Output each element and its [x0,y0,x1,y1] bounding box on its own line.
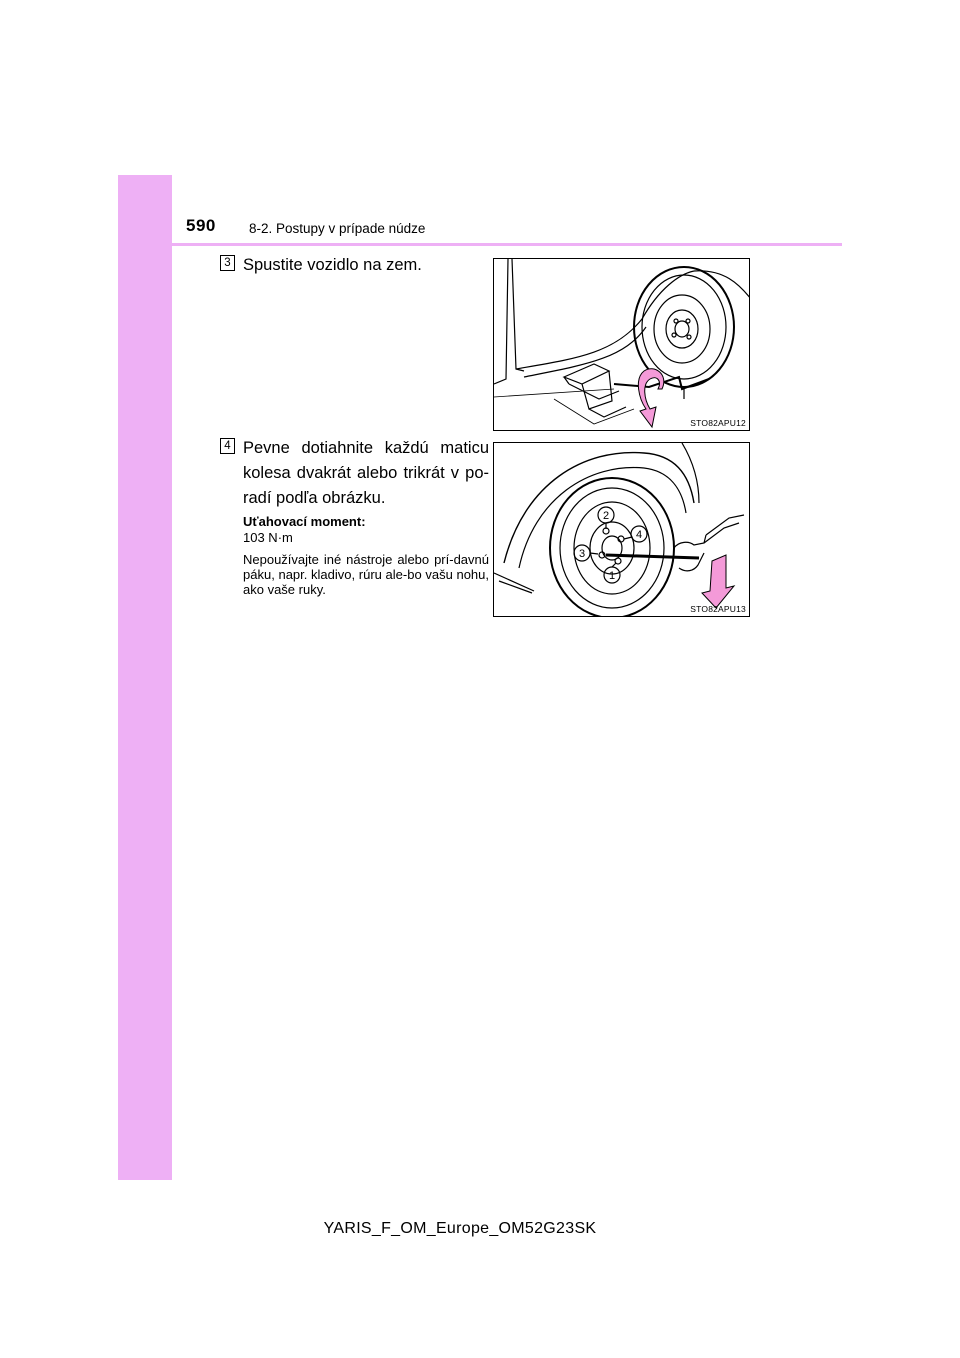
step-3-badge: 3 [220,255,235,271]
figure-tighten-nuts [493,442,750,617]
step-3-text: Spustite vozidlo na zem. [243,256,422,274]
figure-lower-vehicle [493,258,750,431]
torque-heading: Uťahovací moment: [243,514,366,529]
rotation-arrow-icon [638,369,663,427]
step-4-text: Pevne dotiahnite každú maticu kolesa dvakrát alebo trikrát v po-radí podľa obrázku. [243,439,489,507]
torque-value: 103 N·m [243,530,293,545]
page-number: 590 [186,216,216,235]
downward-arrow-icon [702,555,734,608]
callout-2: 2 [602,510,610,522]
step-4-badge: 4 [220,438,235,454]
callout-1: 1 [608,570,616,582]
header-rule [118,243,842,246]
lower-vehicle-illustration [494,259,750,431]
tool-warning-note: Nepoužívajte iné nástroje alebo prí-davnú páku, napr. kladivo, rúru ale-bo vašu nohu, ako vaše ruky. [243,552,489,597]
figure-code: STO82APU13 [690,604,746,614]
document-footer [0,1220,960,1238]
chapter-title: 8-2. Postupy v prípade núdze [249,221,426,236]
tighten-nuts-illustration [494,443,750,617]
figure-code: STO82APU12 [690,418,746,428]
callout-4: 4 [635,529,643,541]
side-tab [118,175,172,1180]
footer-code: YARIS_F_OM_Europe_OM52G23SK [323,1220,597,1237]
callout-3: 3 [578,548,586,560]
